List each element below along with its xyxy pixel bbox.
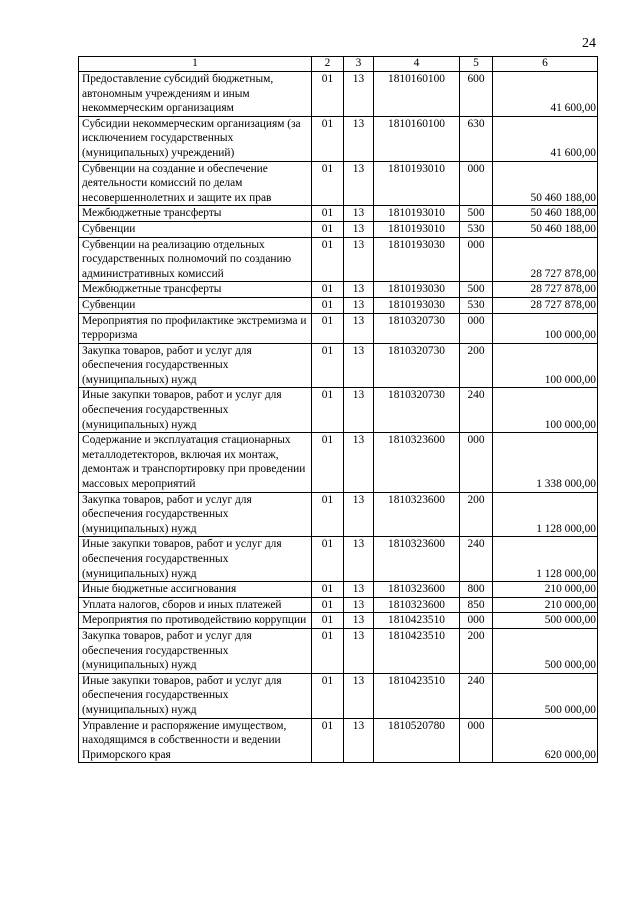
row-name: Субвенции на реализацию отдельных государственных полномочий по созданию административных комиссий (79, 237, 312, 282)
row-subsection: 13 (344, 582, 374, 598)
row-target-code: 1810193030 (374, 297, 460, 313)
table-row (79, 673, 598, 718)
row-section: 01 (312, 161, 344, 206)
row-subsection: 13 (344, 492, 374, 537)
row-target-code: 1810193030 (374, 237, 460, 282)
table-row (79, 628, 598, 673)
row-target-code: 1810520780 (374, 718, 460, 763)
row-name: Субвенции (79, 221, 312, 237)
row-subsection: 13 (344, 433, 374, 492)
row-target-code: 1810160100 (374, 116, 460, 161)
row-section: 01 (312, 72, 344, 117)
row-subsection: 13 (344, 161, 374, 206)
row-subsection: 13 (344, 718, 374, 763)
row-subsection: 13 (344, 72, 374, 117)
row-name: Иные закупки товаров, работ и услуг для обеспечения государственных (муниципальных) нужд (79, 537, 312, 582)
table-row (79, 343, 598, 388)
row-subsection: 13 (344, 597, 374, 613)
row-section: 01 (312, 537, 344, 582)
row-section: 01 (312, 718, 344, 763)
page-number: 24 (582, 36, 596, 51)
row-section: 01 (312, 628, 344, 673)
row-name: Содержание и эксплуатация стационарных металлодетекторов, включая их монтаж, демонтаж и транспортировку при проведении массовых мероприятий (79, 433, 312, 492)
table-row (79, 718, 598, 763)
row-expense-type: 240 (460, 537, 493, 582)
row-name: Иные закупки товаров, работ и услуг для обеспечения государственных (муниципальных) нужд (79, 388, 312, 433)
row-amount: 50 460 188,00 (493, 161, 598, 206)
row-subsection: 13 (344, 313, 374, 343)
row-section: 01 (312, 613, 344, 629)
row-amount: 100 000,00 (493, 343, 598, 388)
table-row (79, 206, 598, 222)
row-expense-type: 630 (460, 116, 493, 161)
row-target-code: 1810160100 (374, 72, 460, 117)
row-target-code: 1810320730 (374, 313, 460, 343)
row-target-code: 1810323600 (374, 492, 460, 537)
row-subsection: 13 (344, 206, 374, 222)
row-expense-type: 530 (460, 221, 493, 237)
table-row (79, 161, 598, 206)
table-row (79, 282, 598, 298)
row-section: 01 (312, 582, 344, 598)
row-expense-type: 500 (460, 206, 493, 222)
row-target-code: 1810323600 (374, 537, 460, 582)
budget-table (78, 56, 598, 763)
header-col-5: 5 (460, 57, 493, 72)
row-subsection: 13 (344, 237, 374, 282)
row-expense-type: 000 (460, 237, 493, 282)
row-subsection: 13 (344, 221, 374, 237)
row-amount: 100 000,00 (493, 388, 598, 433)
row-expense-type: 800 (460, 582, 493, 598)
header-col-6: 6 (493, 57, 598, 72)
row-expense-type: 000 (460, 613, 493, 629)
row-section: 01 (312, 221, 344, 237)
row-amount: 28 727 878,00 (493, 282, 598, 298)
row-expense-type: 200 (460, 492, 493, 537)
row-expense-type: 000 (460, 161, 493, 206)
row-section: 01 (312, 597, 344, 613)
row-name: Иные закупки товаров, работ и услуг для обеспечения государственных (муниципальных) нужд (79, 673, 312, 718)
row-name: Субсидии некоммерческим организациям (за исключением государственных (муниципальных) учреждений) (79, 116, 312, 161)
row-amount: 28 727 878,00 (493, 297, 598, 313)
row-name: Иные бюджетные ассигнования (79, 582, 312, 598)
row-expense-type: 000 (460, 433, 493, 492)
table-row (79, 492, 598, 537)
row-section: 01 (312, 343, 344, 388)
row-section: 01 (312, 282, 344, 298)
row-expense-type: 000 (460, 313, 493, 343)
row-expense-type: 000 (460, 718, 493, 763)
row-amount: 500 000,00 (493, 673, 598, 718)
row-name: Мероприятия по профилактике экстремизма и терроризма (79, 313, 312, 343)
row-subsection: 13 (344, 297, 374, 313)
table-row (79, 237, 598, 282)
row-name: Субвенции на создание и обеспечение деятельности комиссий по делам несовершеннолетних и защите их прав (79, 161, 312, 206)
row-subsection: 13 (344, 613, 374, 629)
row-target-code: 1810323600 (374, 433, 460, 492)
row-section: 01 (312, 433, 344, 492)
row-expense-type: 200 (460, 343, 493, 388)
row-section: 01 (312, 116, 344, 161)
row-expense-type: 240 (460, 388, 493, 433)
table-row (79, 297, 598, 313)
row-amount: 500 000,00 (493, 628, 598, 673)
row-amount: 210 000,00 (493, 582, 598, 598)
row-expense-type: 200 (460, 628, 493, 673)
row-subsection: 13 (344, 343, 374, 388)
table-row (79, 221, 598, 237)
row-section: 01 (312, 237, 344, 282)
row-expense-type: 530 (460, 297, 493, 313)
row-target-code: 1810320730 (374, 343, 460, 388)
row-target-code: 1810423510 (374, 613, 460, 629)
row-amount: 100 000,00 (493, 313, 598, 343)
table-row (79, 537, 598, 582)
row-amount: 50 460 188,00 (493, 221, 598, 237)
row-amount: 41 600,00 (493, 72, 598, 117)
row-amount: 620 000,00 (493, 718, 598, 763)
row-name: Предоставление субсидий бюджетным, автономным учреждениям и иным некоммерческим организациям (79, 72, 312, 117)
row-name: Уплата налогов, сборов и иных платежей (79, 597, 312, 613)
table-row (79, 597, 598, 613)
row-amount: 1 128 000,00 (493, 537, 598, 582)
table-row (79, 72, 598, 117)
row-target-code: 1810423510 (374, 628, 460, 673)
row-target-code: 1810193010 (374, 206, 460, 222)
header-col-3: 3 (344, 57, 374, 72)
row-target-code: 1810423510 (374, 673, 460, 718)
row-expense-type: 600 (460, 72, 493, 117)
row-expense-type: 500 (460, 282, 493, 298)
row-name: Межбюджетные трансферты (79, 206, 312, 222)
row-target-code: 1810193010 (374, 161, 460, 206)
row-name: Мероприятия по противодействию коррупции (79, 613, 312, 629)
table-row (79, 433, 598, 492)
row-subsection: 13 (344, 282, 374, 298)
table-row (79, 116, 598, 161)
table-row (79, 613, 598, 629)
row-target-code: 1810323600 (374, 582, 460, 598)
row-amount: 500 000,00 (493, 613, 598, 629)
table-row (79, 388, 598, 433)
header-col-4: 4 (374, 57, 460, 72)
row-subsection: 13 (344, 673, 374, 718)
row-name: Закупка товаров, работ и услуг для обеспечения государственных (муниципальных) нужд (79, 492, 312, 537)
row-target-code: 1810323600 (374, 597, 460, 613)
row-amount: 210 000,00 (493, 597, 598, 613)
row-name: Закупка товаров, работ и услуг для обеспечения государственных (муниципальных) нужд (79, 343, 312, 388)
row-amount: 28 727 878,00 (493, 237, 598, 282)
row-subsection: 13 (344, 537, 374, 582)
row-amount: 1 128 000,00 (493, 492, 598, 537)
table-row (79, 313, 598, 343)
header-row (79, 57, 598, 72)
row-subsection: 13 (344, 388, 374, 433)
row-name: Управление и распоряжение имуществом, находящимся в собственности и ведении Приморского края (79, 718, 312, 763)
row-section: 01 (312, 206, 344, 222)
table-row (79, 582, 598, 598)
row-section: 01 (312, 388, 344, 433)
header-col-2: 2 (312, 57, 344, 72)
row-amount: 1 338 000,00 (493, 433, 598, 492)
row-target-code: 1810193010 (374, 221, 460, 237)
row-target-code: 1810320730 (374, 388, 460, 433)
row-name: Субвенции (79, 297, 312, 313)
row-subsection: 13 (344, 628, 374, 673)
row-target-code: 1810193030 (374, 282, 460, 298)
row-name: Межбюджетные трансферты (79, 282, 312, 298)
row-amount: 41 600,00 (493, 116, 598, 161)
row-subsection: 13 (344, 116, 374, 161)
row-section: 01 (312, 492, 344, 537)
row-amount: 50 460 188,00 (493, 206, 598, 222)
header-col-1: 1 (79, 57, 312, 72)
row-section: 01 (312, 673, 344, 718)
row-expense-type: 240 (460, 673, 493, 718)
row-section: 01 (312, 313, 344, 343)
row-name: Закупка товаров, работ и услуг для обеспечения государственных (муниципальных) нужд (79, 628, 312, 673)
row-section: 01 (312, 297, 344, 313)
row-expense-type: 850 (460, 597, 493, 613)
